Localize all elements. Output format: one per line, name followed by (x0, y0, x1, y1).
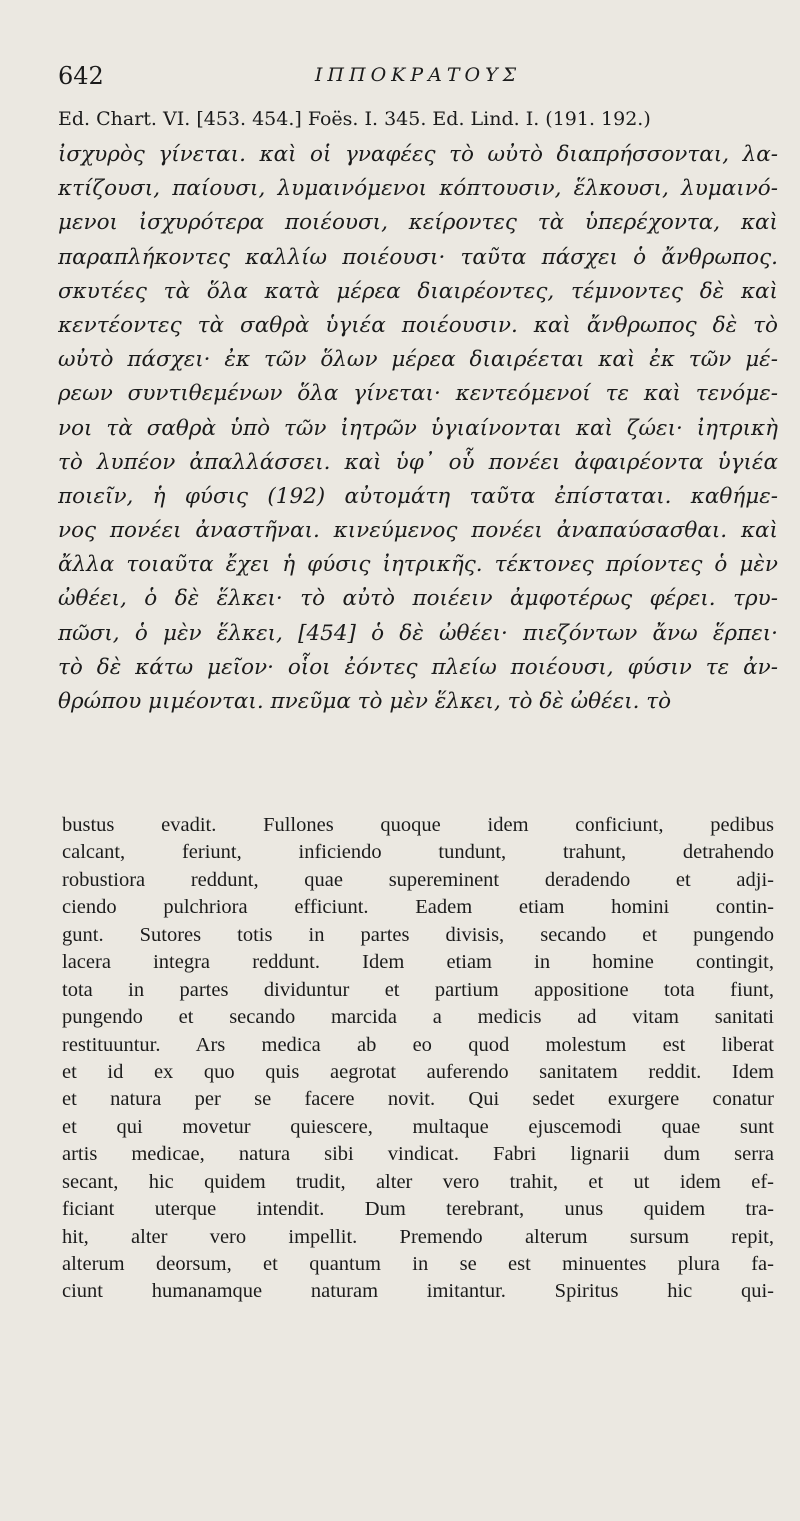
greek-line: θρώπου μιμέονται. πνεῦμα τὸ μὲν ἕλκει, τὸ δὲ ὠθέει. τὸ (58, 689, 672, 714)
greek-line: μενοι ἰσχυρότερα ποιέουσι, κείροντες τὰ ὑπερέχοντα, καὶ (58, 210, 778, 236)
latin-line: restituuntur. Ars medica ab eo quod molestum est liberat (62, 1033, 774, 1056)
greek-line: πῶσι, ὁ μὲν ἕλκει, [454] ὁ δὲ ὠθέει· πιεζόντων ἄνω ἕρπει· (58, 620, 778, 646)
running-title: ΙΠΠΟΚΡΑΤΟΥΣ (314, 64, 522, 86)
greek-line: παραπλήκοντες καλλίω ποιέουσι· ταῦτα πάσχει ὁ ἄνθρωπος. (58, 244, 778, 270)
greek-line: νος πονέει ἀναστῆναι. κινεύμενος πονέει ἀναπαύσασθαι. καὶ (58, 518, 778, 544)
latin-line: ficiant uterque intendit. Dum terebrant, unus quidem tra- (62, 1198, 774, 1221)
latin-line: bustus evadit. Fullones quoque idem conficiunt, pedibus (62, 814, 774, 836)
page-number: 642 (58, 62, 104, 90)
latin-line: robustiora reddunt, quae supereminent deradendo et adji- (62, 868, 774, 891)
latin-text-block (62, 812, 774, 1306)
greek-line: τὸ δὲ κάτω μεῖον· οἷοι ἐόντες πλείω ποιέουσι, φύσιν τε ἀν- (58, 654, 778, 680)
latin-line: et id ex quo quis aegrotat auferendo sanitatem reddit. Idem (62, 1060, 774, 1083)
latin-line: alterum deorsum, et quantum in se est minuentes plura fa- (62, 1253, 774, 1275)
greek-line: κτίζουσι, παίουσι, λυμαινόμενοι κόπτουσιν, ἕλκουσι, λυμαινό- (58, 176, 778, 202)
greek-line: ποιεῖν, ἡ φύσις (192) αὐτομάτη ταῦτα ἐπίσταται. καθήμε- (58, 483, 778, 509)
greek-line: νοι τὰ σαθρὰ ὑπὸ τῶν ἰητρῶν ὑγιαίνονται καὶ ζώει· ἰητρικὴ (58, 415, 778, 441)
greek-line: ὠθέει, ὁ δὲ ἕλκει· τὸ αὐτὸ ποιέειν ἀμφοτέρως φέρει. τρυ- (58, 586, 778, 612)
latin-line: tota in partes dividuntur et partium appositione tota fiunt, (62, 978, 774, 1001)
latin-line: secant, hic quidem trudit, alter vero trahit, et ut idem ef- (62, 1170, 774, 1193)
page-header (58, 62, 778, 96)
greek-line: ωὐτὸ πάσχει· ἐκ τῶν ὅλων μέρεα διαιρέεται καὶ ἐκ τῶν μέ- (58, 347, 778, 373)
latin-line: et natura per se facere novit. Qui sedet exurgere conatur (62, 1088, 774, 1111)
latin-line: pungendo et secando marcida a medicis ad vitam sanitati (62, 1006, 774, 1029)
latin-line: ciunt humanamque naturam imitantur. Spiritus hic qui- (62, 1280, 774, 1303)
greek-line: τὸ λυπέον ἀπαλλάσσει. καὶ ὑφ᾽ οὗ πονέει ἀφαιρέοντα ὑγιέα (58, 449, 778, 475)
latin-line: ciendo pulchriora efficiunt. Eadem etiam homini contin- (62, 896, 774, 919)
greek-line: κεντέοντες τὰ σαθρὰ ὑγιέα ποιέουσιν. καὶ ἄνθρωπος δὲ τὸ (58, 312, 778, 338)
latin-line: gunt. Sutores totis in partes divisis, secando et pungendo (62, 923, 774, 946)
greek-line: ἰσχυρὸς γίνεται. καὶ οἱ γναφέες τὸ ωὐτὸ διαπρήσσονται, λα- (58, 142, 778, 167)
latin-line: calcant, feriunt, inficiendo tundunt, trahunt, detrahendo (62, 841, 774, 864)
greek-line: ρεων συντιθεμένων ὅλα γίνεται· κεντεόμενοί τε καὶ τενόμε- (58, 381, 778, 407)
edition-references: Ed. Chart. VI. [453. 454.] Foës. I. 345. Ed. Lind. I. (191. 192.) (58, 108, 651, 130)
latin-line: artis medicae, natura sibi vindicat. Fabri lignarii dum serra (62, 1143, 774, 1166)
latin-line: et qui movetur quiescere, multaque ejuscemodi quae sunt (62, 1115, 774, 1138)
greek-text-block (58, 138, 778, 719)
latin-line: hit, alter vero impellit. Premendo alterum sursum repit, (62, 1225, 774, 1248)
greek-line: σκυτέες τὰ ὅλα κατὰ μέρεα διαιρέοντες, τέμνοντες δὲ καὶ (58, 278, 778, 304)
greek-line: ἄλλα τοιαῦτα ἔχει ἡ φύσις ἰητρικῆς. τέκτονες πρίοντες ὁ μὲν (58, 552, 778, 578)
latin-line: lacera integra reddunt. Idem etiam in homine contingit, (62, 951, 774, 974)
